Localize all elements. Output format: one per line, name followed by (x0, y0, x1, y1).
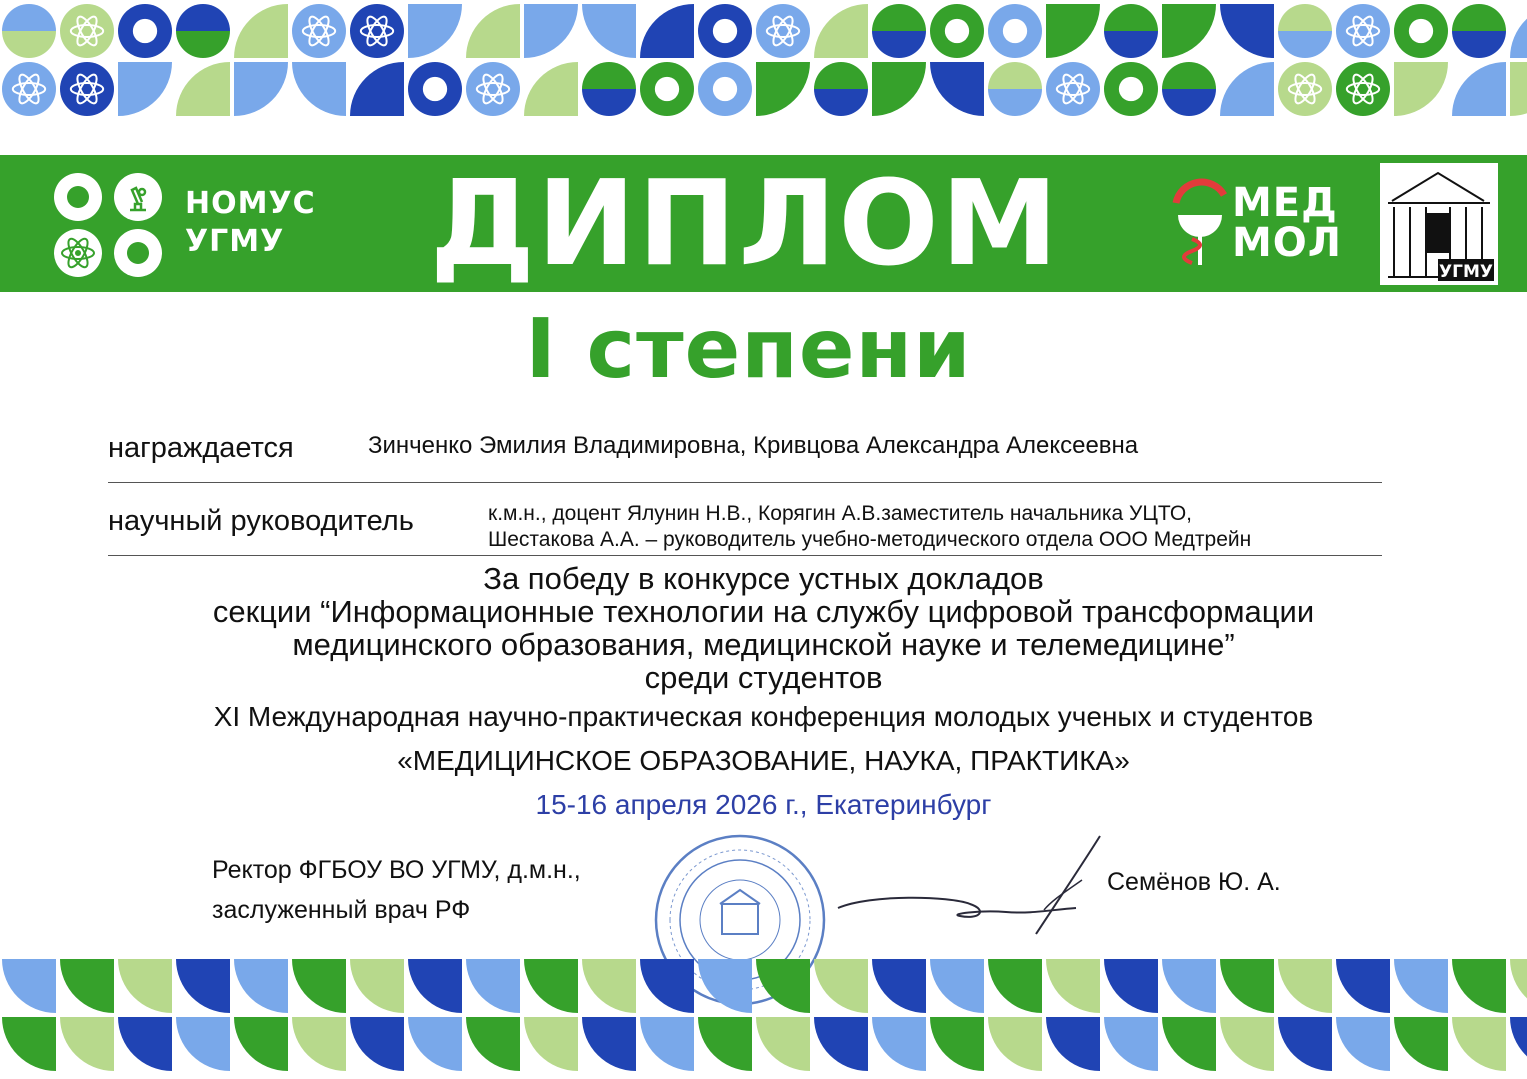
signature-scribble-icon (830, 830, 1110, 940)
pattern-tile (1510, 4, 1527, 58)
pattern-tile (1220, 1017, 1274, 1071)
pattern-tile (930, 62, 984, 116)
pattern-tile (234, 959, 288, 1013)
medmol-line2: МОЛ (1232, 220, 1343, 266)
pattern-tile (988, 1017, 1042, 1071)
signer-title-line2: заслуженный врач РФ (212, 896, 471, 924)
nomus-logo-line1: НОМУС (185, 186, 316, 221)
pattern-tile (466, 959, 520, 1013)
pattern-tile (640, 4, 694, 58)
pattern-tile (1278, 959, 1332, 1013)
reason-line3: медицинского образования, медицинской науке и телемедицине” (292, 627, 1235, 662)
pattern-tile (930, 959, 984, 1013)
pattern-tile (118, 4, 172, 58)
ugmu-badge-text: УГМУ (1439, 262, 1493, 282)
supervisor-underline (108, 555, 1382, 556)
pattern-tile (176, 1017, 230, 1071)
pattern-tile (2, 959, 56, 1013)
nomus-logo-line2: УГМУ (185, 224, 285, 259)
pattern-tile (1336, 4, 1390, 58)
ugmu-building-logo-icon (1380, 163, 1498, 285)
pattern-tile (640, 62, 694, 116)
pattern-tile (1452, 4, 1506, 58)
pattern-tile (350, 62, 404, 116)
pattern-tile (350, 4, 404, 58)
pattern-tile (988, 62, 1042, 116)
pattern-tile (60, 62, 114, 116)
pattern-tile (640, 1017, 694, 1071)
pattern-tile (524, 959, 578, 1013)
supervisor-line2: Шестакова А.А. – руководитель учебно-методического отдела ООО Медтрейн (488, 528, 1252, 551)
pattern-tile (2, 1017, 56, 1071)
pattern-tile (814, 1017, 868, 1071)
header-banner (0, 155, 1527, 292)
pattern-tile (118, 959, 172, 1013)
pattern-tile (1394, 959, 1448, 1013)
pattern-tile (1162, 62, 1216, 116)
pattern-tile (1336, 959, 1390, 1013)
pattern-tile (988, 4, 1042, 58)
pattern-tile (524, 62, 578, 116)
pattern-tile (1162, 4, 1216, 58)
nomus-logo-icon (50, 170, 170, 280)
pattern-top-svg (0, 0, 1527, 120)
pattern-tile (872, 4, 926, 58)
awarded-names: Зинченко Эмилия Владимировна, Кривцова Александра Алексеевна (368, 432, 1139, 459)
supervisor-label: научный руководитель (108, 505, 414, 537)
pattern-tile (234, 4, 288, 58)
pattern-tile (1510, 959, 1527, 1013)
pattern-tile (60, 1017, 114, 1071)
pattern-tile (1162, 959, 1216, 1013)
pattern-tile (466, 62, 520, 116)
pattern-tile (292, 959, 346, 1013)
pattern-tile (1336, 62, 1390, 116)
pattern-tile (118, 1017, 172, 1071)
signer-title (212, 850, 581, 930)
pattern-tile (1046, 4, 1100, 58)
pattern-tile (1220, 4, 1274, 58)
pattern-tile (872, 1017, 926, 1071)
pattern-tile (60, 4, 114, 58)
pattern-tile (466, 4, 520, 58)
pattern-tile (292, 4, 346, 58)
pattern-tile (524, 4, 578, 58)
pattern-tile (1452, 1017, 1506, 1071)
pattern-tile (350, 959, 404, 1013)
pattern-tile (1278, 62, 1332, 116)
pattern-tile (60, 959, 114, 1013)
pattern-tile (524, 1017, 578, 1071)
pattern-tile (698, 959, 752, 1013)
diploma-title: ДИПЛОМ (429, 154, 1061, 292)
pattern-tile (1162, 1017, 1216, 1071)
pattern-tile (1104, 4, 1158, 58)
pattern-tile (1510, 62, 1527, 116)
pattern-tile (1394, 4, 1448, 58)
reason-line1: За победу в конкурсе устных докладов (483, 561, 1044, 596)
pattern-bottom-svg (0, 955, 1527, 1075)
pattern-tile (872, 959, 926, 1013)
pattern-tile (1046, 1017, 1100, 1071)
pattern-tile (1104, 959, 1158, 1013)
pattern-tile (466, 1017, 520, 1071)
pattern-tile (1278, 4, 1332, 58)
pattern-tile (1220, 959, 1274, 1013)
pattern-tile (1046, 62, 1100, 116)
pattern-tile (234, 1017, 288, 1071)
pattern-tile (1336, 1017, 1390, 1071)
pattern-tile (292, 1017, 346, 1071)
pattern-tile (1104, 62, 1158, 116)
pattern-tile (1278, 1017, 1332, 1071)
nomus-logo-text (185, 185, 316, 261)
medmol-line1: МЕД (1232, 180, 1338, 226)
pattern-tile (2, 62, 56, 116)
pattern-tile (1394, 1017, 1448, 1071)
pattern-tile (1104, 1017, 1158, 1071)
pattern-tile (1452, 62, 1506, 116)
conference-line2: «МЕДИЦИНСКОЕ ОБРАЗОВАНИЕ, НАУКА, ПРАКТИКА» (397, 745, 1130, 776)
pattern-tile (582, 959, 636, 1013)
pattern-tile (176, 959, 230, 1013)
pattern-tile (176, 62, 230, 116)
pattern-tile (698, 62, 752, 116)
medmol-logo-text (1232, 180, 1343, 266)
pattern-tile (1394, 62, 1448, 116)
pattern-tile (814, 959, 868, 1013)
pattern-tile (118, 62, 172, 116)
pattern-tile (930, 1017, 984, 1071)
conference-line1: XI Международная научно-практическая конференция молодых ученых и студентов (213, 701, 1314, 732)
pattern-tile (698, 4, 752, 58)
signer-name: Семёнов Ю. А. (1107, 868, 1281, 896)
reason-line2: секции “Информационные технологии на службу цифровой трансформации (212, 594, 1315, 629)
pattern-tile (756, 1017, 810, 1071)
pattern-tile (408, 959, 462, 1013)
pattern-tile (1452, 959, 1506, 1013)
awarded-label: награждается (108, 432, 294, 464)
pattern-tile (234, 62, 288, 116)
pattern-tile (408, 1017, 462, 1071)
pattern-tile (930, 4, 984, 58)
pattern-tile (698, 1017, 752, 1071)
pattern-tile (408, 62, 462, 116)
pattern-tile (350, 1017, 404, 1071)
pattern-tile (2, 4, 56, 58)
pattern-tile (988, 959, 1042, 1013)
pattern-tile (1046, 959, 1100, 1013)
pattern-tile (1220, 62, 1274, 116)
pattern-tile (640, 959, 694, 1013)
pattern-tile (408, 4, 462, 58)
pattern-tile (756, 4, 810, 58)
pattern-tile (292, 62, 346, 116)
bottom-decorative-pattern (0, 955, 1527, 1075)
conference-date-place: 15-16 апреля 2026 г., Екатеринбург (535, 789, 992, 820)
pattern-tile (756, 959, 810, 1013)
signer-title-line1: Ректор ФГБОУ ВО УГМУ, д.м.н., (212, 856, 581, 884)
pattern-tile (872, 62, 926, 116)
pattern-tile (582, 4, 636, 58)
pattern-tile (176, 4, 230, 58)
top-decorative-pattern (0, 0, 1527, 120)
pattern-tile (814, 62, 868, 116)
pattern-tile (582, 62, 636, 116)
awarded-underline (108, 482, 1382, 483)
degree-title: I степени (525, 302, 972, 397)
pattern-tile (756, 62, 810, 116)
reason-line4: среди студентов (644, 660, 883, 695)
pattern-tile (1510, 1017, 1527, 1071)
pattern-tile (814, 4, 868, 58)
supervisor-line1: к.м.н., доцент Ялунин Н.В., Корягин А.В.заместитель начальника УЦТО, (488, 502, 1192, 525)
pattern-tile (582, 1017, 636, 1071)
